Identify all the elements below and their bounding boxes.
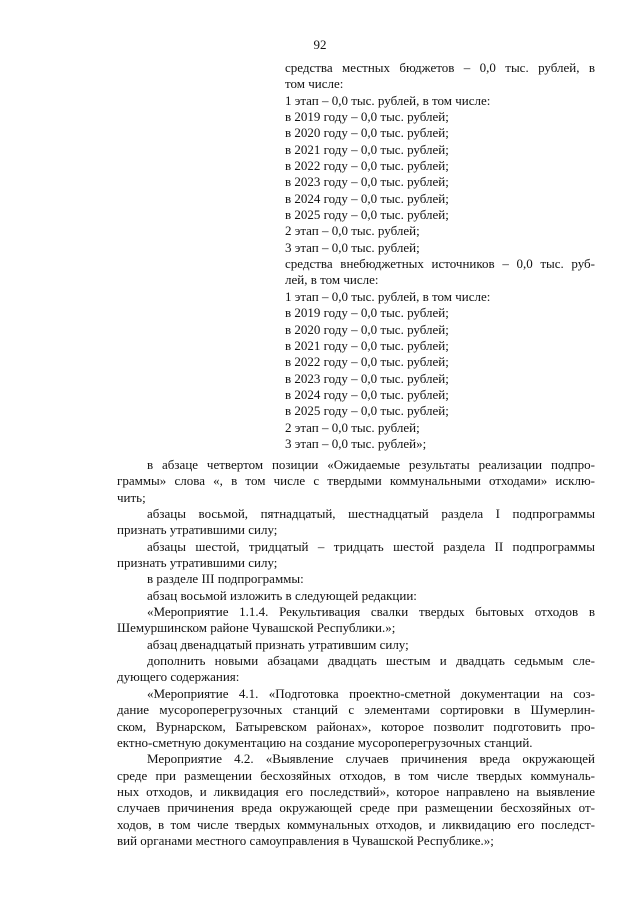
paragraph-line: среде при размещении бесхозяйных отходов, в том числе твердых коммуналь- (117, 767, 595, 783)
paragraph-line: «Мероприятие 1.1.4. Рекультивация свалки твердых бытовых отходов в (147, 604, 595, 620)
funding-item: 3 этап – 0,0 тыс. рублей; (285, 239, 420, 255)
funding-item: в 2022 году – 0,0 тыс. рублей; (285, 354, 449, 370)
paragraph-line: чить; (117, 489, 146, 505)
extra-budget-line: лей, в том числе: (285, 272, 379, 288)
paragraph-line: признать утратившими силу; (117, 522, 278, 538)
local-budget-line: том числе: (285, 76, 344, 92)
paragraph-line: вий органами местного самоуправления в Чувашской Республике.»; (117, 832, 494, 848)
funding-item: в 2019 году – 0,0 тыс. рублей; (285, 305, 449, 321)
funding-item: в 2021 году – 0,0 тыс. рублей; (285, 141, 449, 157)
funding-item: в 2024 году – 0,0 тыс. рублей; (285, 190, 449, 206)
paragraph-line: ходов, в том числе твердых коммунальных отходов, и ликвидацию его последст- (117, 816, 595, 832)
paragraph-line: признать утратившими силу; (117, 555, 278, 571)
paragraph-line: дание мусороперегрузочных станций с элементами сортировки в Шумерлин- (117, 702, 595, 718)
paragraph-line: дополнить новыми абзацами двадцать шестым и двадцать седьмым сле- (147, 653, 595, 669)
paragraph-line: «Мероприятие 4.1. «Подготовка проектно-сметной документации на соз- (147, 685, 595, 701)
page-number: 92 (313, 37, 327, 52)
funding-item: в 2020 году – 0,0 тыс. рублей; (285, 125, 449, 141)
paragraph-line: Мероприятие 4.2. «Выявление случаев причинения вреда окружающей (147, 751, 595, 767)
funding-block (285, 60, 595, 452)
funding-item: в 2023 году – 0,0 тыс. рублей; (285, 370, 449, 386)
funding-item: в 2024 году – 0,0 тыс. рублей; (285, 386, 449, 402)
paragraph-line: абзац двенадцатый признать утратившим силу; (147, 636, 409, 652)
paragraph-line: граммы» слова «, в том числе с твердыми коммунальными отходами» исклю- (117, 473, 595, 489)
paragraph-line: случаев причинения вреда окружающей среде при размещении бесхозяйных от- (117, 800, 595, 816)
paragraph-line: абзацы шестой, тридцатый – тридцать шестой раздела II подпрограммы (147, 538, 595, 554)
paragraph-line: ных отходов, и ликвидация его последствий», которое направлено на выявление (117, 783, 595, 799)
paragraph-line: в разделе III подпрограммы: (147, 571, 304, 587)
paragraph-line: Шемуршинском районе Чувашской Республики.»; (117, 620, 396, 636)
paragraph-line: абзац восьмой изложить в следующей редакции: (147, 587, 417, 603)
extra-budget-line: средства внебюджетных источников – 0,0 тыс. руб- (285, 256, 595, 272)
funding-item: в 2019 году – 0,0 тыс. рублей; (285, 109, 449, 125)
funding-item: 2 этап – 0,0 тыс. рублей; (285, 223, 420, 239)
funding-item: в 2025 году – 0,0 тыс. рублей; (285, 207, 449, 223)
funding-item: 2 этап – 0,0 тыс. рублей; (285, 419, 420, 435)
funding-item: 3 этап – 0,0 тыс. рублей»; (285, 435, 427, 451)
funding-item: в 2025 году – 0,0 тыс. рублей; (285, 403, 449, 419)
funding-item: 1 этап – 0,0 тыс. рублей, в том числе: (285, 92, 491, 108)
funding-item: 1 этап – 0,0 тыс. рублей, в том числе: (285, 288, 491, 304)
funding-item: в 2022 году – 0,0 тыс. рублей; (285, 158, 449, 174)
funding-item: в 2021 году – 0,0 тыс. рублей; (285, 337, 449, 353)
paragraph-line: ектно-сметную документацию на создание мусороперегрузочных станций. (117, 734, 533, 750)
body-text (117, 457, 595, 849)
paragraph-line: ском, Вурнарском, Батыревском районах», которое позволит подготовить про- (117, 718, 595, 734)
paragraph-line: в абзаце четвертом позиции «Ожидаемые результаты реализации подпро- (147, 457, 595, 472)
paragraph-line: абзацы восьмой, пятнадцатый, шестнадцатый раздела I подпрограммы (147, 506, 595, 522)
funding-item: в 2020 году – 0,0 тыс. рублей; (285, 321, 449, 337)
paragraph-line: дующего содержания: (117, 669, 240, 685)
local-budget-line: средства местных бюджетов – 0,0 тыс. рублей, в (285, 60, 595, 75)
funding-item: в 2023 году – 0,0 тыс. рублей; (285, 174, 449, 190)
